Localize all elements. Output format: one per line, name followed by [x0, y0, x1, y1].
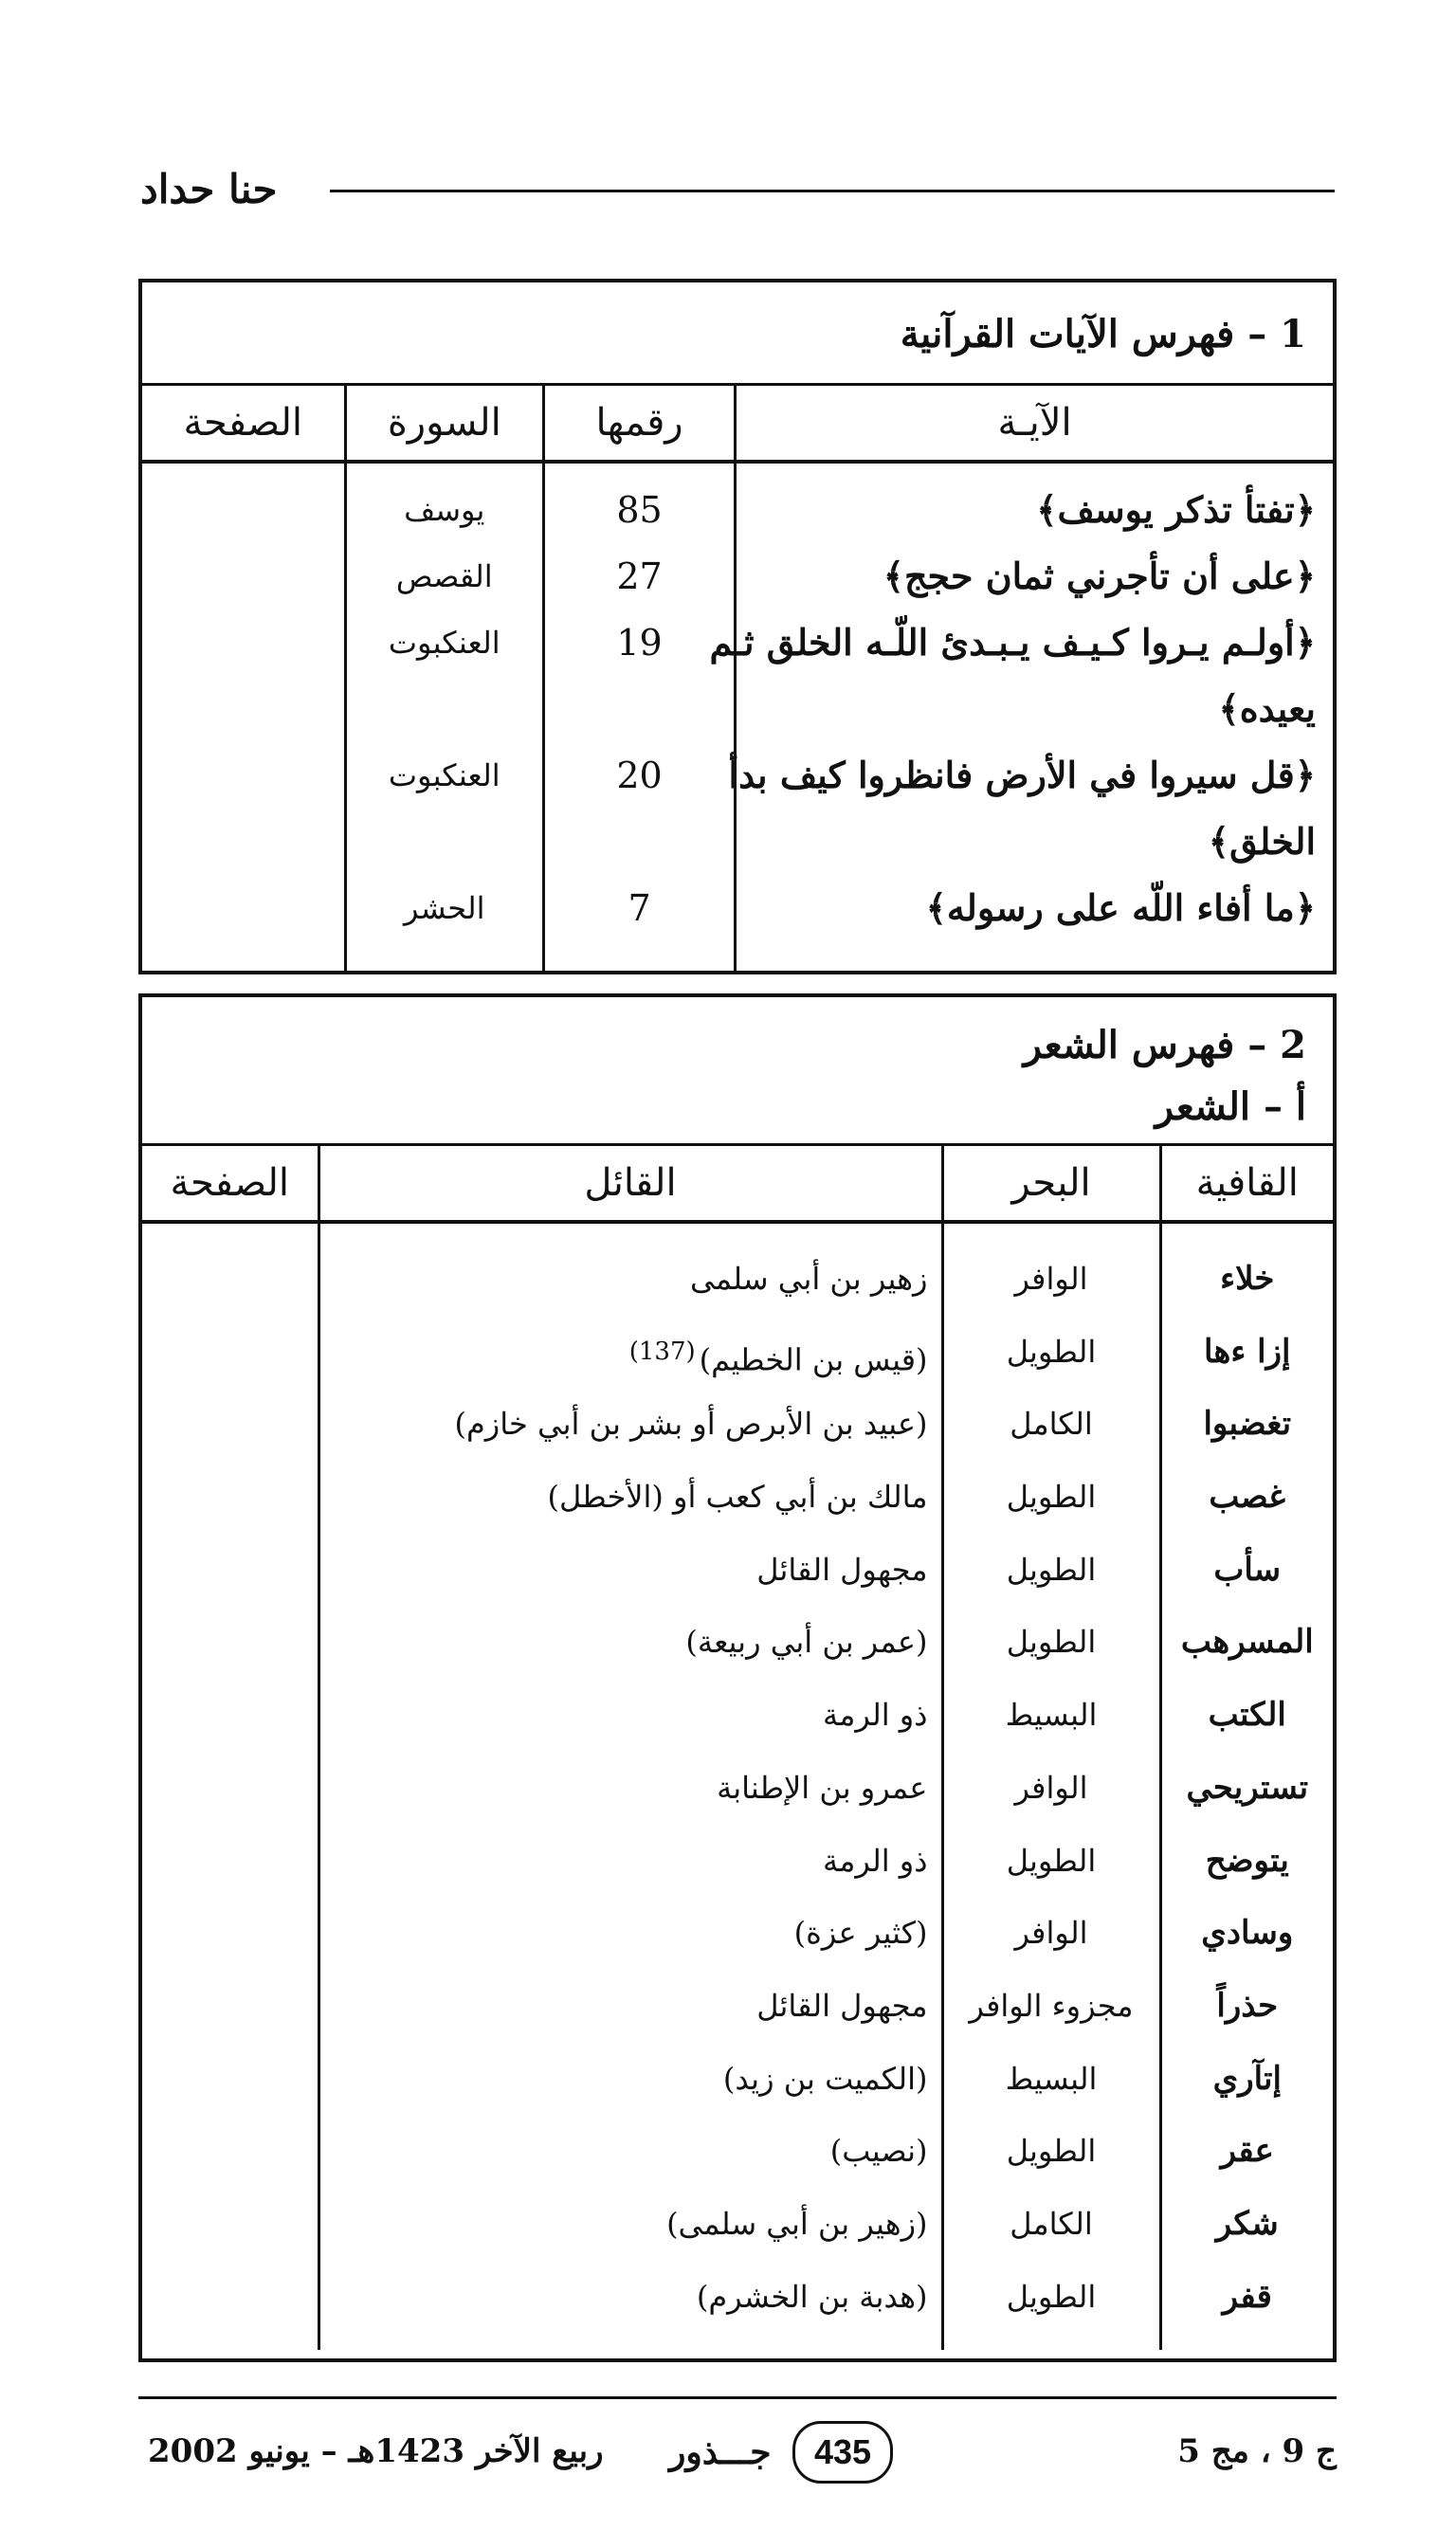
rhyme-word: غصب — [1209, 1478, 1286, 1517]
ayah-number: 7 — [628, 887, 651, 929]
quran-index-title: 1 – فهرس الآيات القرآنية — [900, 312, 1306, 356]
surah-name: يوسف — [404, 492, 485, 528]
poetry-header-row — [142, 1145, 1333, 1223]
ayah-text: ﴿أولـم يـروا كـيـف يـبـدئ اللّـه الخلق ثـم — [709, 621, 1316, 664]
meter-name: الكامل — [1010, 1406, 1093, 1443]
rhyme-word: إتآري — [1212, 2059, 1282, 2098]
meter-name: الطويل — [1006, 1479, 1097, 1516]
rhyme-word: الكتب — [1208, 1696, 1286, 1735]
page-column — [142, 1222, 318, 2350]
ayah-text: ﴿ما أفاء اللّه على رسوله﴾ — [925, 886, 1316, 929]
col-meter-header: البحر — [942, 1145, 1160, 1223]
col-page-header: الصفحة — [142, 385, 345, 463]
rhyme-word: عقر — [1220, 2132, 1274, 2171]
poetry-index-title: 2 – فهرس الشعر — [1023, 1023, 1306, 1067]
rhyme-word: إزا ءها — [1204, 1332, 1291, 1371]
spacer — [347, 809, 542, 875]
footer-rule — [138, 2396, 1337, 2399]
poet-name: (الكميت بن زيد) — [722, 2060, 928, 2097]
meter-name: الطويل — [1006, 1624, 1097, 1661]
surah-name: العنكبوت — [388, 625, 500, 661]
page-footer — [138, 2396, 1337, 2482]
poet-name: زهير بن أبي سلمى — [690, 1261, 928, 1297]
col-poet-header: القائل — [318, 1145, 942, 1223]
poet-name: (قيس بن الخطيم) — [699, 1341, 928, 1378]
ayah-number: 85 — [616, 489, 663, 531]
page-header — [140, 161, 1335, 218]
ayah-text: الخلق﴾ — [1208, 820, 1316, 863]
rhyme-word: تغضبوا — [1203, 1405, 1292, 1444]
meter-name: البسيط — [1005, 2060, 1098, 2097]
poet-column — [318, 1222, 942, 2350]
rhyme-column — [1160, 1222, 1333, 2350]
spacer — [347, 676, 542, 742]
rhyme-word: سأب — [1213, 1550, 1282, 1589]
ayah-text: ﴿قل سيروا في الأرض فانظروا كيف بدأ — [728, 754, 1316, 796]
quran-index-table — [142, 383, 1333, 974]
issue-date: ربيع الآخر 1423هـ – يونيو 2002 — [148, 2432, 604, 2470]
col-number-header: رقمها — [543, 385, 735, 463]
header-rule — [330, 190, 1335, 192]
rhyme-word: شكر — [1215, 2204, 1279, 2243]
poet-name: (كثير عزة) — [793, 1915, 928, 1952]
rhyme-word: حذراً — [1216, 1986, 1279, 2025]
poet-name: ذو الرمة — [823, 1842, 928, 1879]
poet-name: (عمر بن أبي ربيعة) — [685, 1624, 928, 1661]
meter-name: البسيط — [1005, 1697, 1098, 1734]
col-surah-header: السورة — [345, 385, 543, 463]
meter-name: الطويل — [1006, 2278, 1097, 2315]
col-ayah-header: الآيـة — [736, 385, 1333, 463]
footnote-ref: (137) — [628, 1337, 696, 1366]
poetry-index-table — [142, 1143, 1333, 2350]
journal-name: جـــذور — [669, 2432, 772, 2472]
poetry-index-box — [138, 993, 1337, 2362]
page-number: 435 — [792, 2421, 893, 2484]
poet-name: (نصيب) — [829, 2133, 928, 2170]
rhyme-word: تستريحي — [1186, 1768, 1309, 1807]
ayah-number: 19 — [616, 622, 663, 664]
meter-name: الوافر — [1014, 1261, 1088, 1297]
poetry-body-row — [142, 1222, 1333, 2350]
spacer — [545, 809, 734, 875]
volume-info: ج 9 ، مج 5 — [1177, 2432, 1337, 2470]
author-name: حنا حداد — [140, 166, 278, 212]
rhyme-word: قفر — [1222, 2277, 1272, 2316]
rhyme-word: خلاء — [1220, 1260, 1275, 1298]
meter-name: الطويل — [1006, 1333, 1097, 1370]
quran-body-row — [142, 462, 1333, 974]
ayah-text: ﴿على أن تأجرني ثمان حجج﴾ — [883, 555, 1316, 597]
poet-name: عمرو بن الإطنابة — [717, 1769, 928, 1806]
poet-name: مجهول القائل — [756, 1987, 928, 2024]
meter-column — [942, 1222, 1160, 2350]
poet-name: (عبيد بن الأبرص أو بشر بن أبي خازم) — [454, 1406, 928, 1443]
col-page-header: الصفحة — [142, 1145, 318, 1223]
meter-name: الطويل — [1006, 1842, 1097, 1879]
poet-entry — [320, 1316, 941, 1389]
ayah-number: 27 — [616, 555, 663, 597]
ayah-text: يعيده﴾ — [1218, 687, 1316, 730]
quran-index-box — [138, 279, 1337, 974]
surah-name: العنكبوت — [388, 757, 500, 793]
meter-name: الطويل — [1006, 2133, 1097, 2170]
surah-column — [345, 462, 543, 974]
poet-name: (زهير بن أبي سلمى) — [666, 2205, 928, 2242]
meter-name: الطويل — [1006, 1551, 1097, 1588]
rhyme-word: المسرهب — [1180, 1623, 1314, 1662]
meter-name: الوافر — [1014, 1769, 1088, 1806]
poet-name: مالك بن أبي كعب أو (الأخطل) — [547, 1479, 928, 1516]
spacer — [545, 676, 734, 742]
poet-name: ذو الرمة — [823, 1697, 928, 1734]
meter-name: الكامل — [1010, 2205, 1093, 2242]
surah-name: الحشر — [404, 890, 485, 926]
rhyme-word: يتوضح — [1205, 1841, 1289, 1880]
quran-header-row — [142, 385, 1333, 463]
rhyme-word: وسادي — [1201, 1914, 1294, 1953]
poetry-subtitle: أ – الشعر — [1155, 1084, 1306, 1129]
journal-mark — [669, 2421, 916, 2482]
surah-name: القصص — [395, 558, 493, 594]
page-column — [142, 462, 345, 974]
meter-name: مجزوء الوافر — [969, 1987, 1134, 2024]
meter-name: الوافر — [1014, 1915, 1088, 1952]
col-rhyme-header: القافية — [1160, 1145, 1333, 1223]
ayah-number: 20 — [616, 755, 663, 796]
poet-name: مجهول القائل — [756, 1551, 928, 1588]
number-column — [543, 462, 735, 974]
poet-name: (هدبة بن الخشرم) — [696, 2278, 928, 2315]
ayah-column — [709, 462, 1333, 974]
ayah-text: ﴿تفتأ تذكر يوسف﴾ — [1036, 488, 1316, 531]
